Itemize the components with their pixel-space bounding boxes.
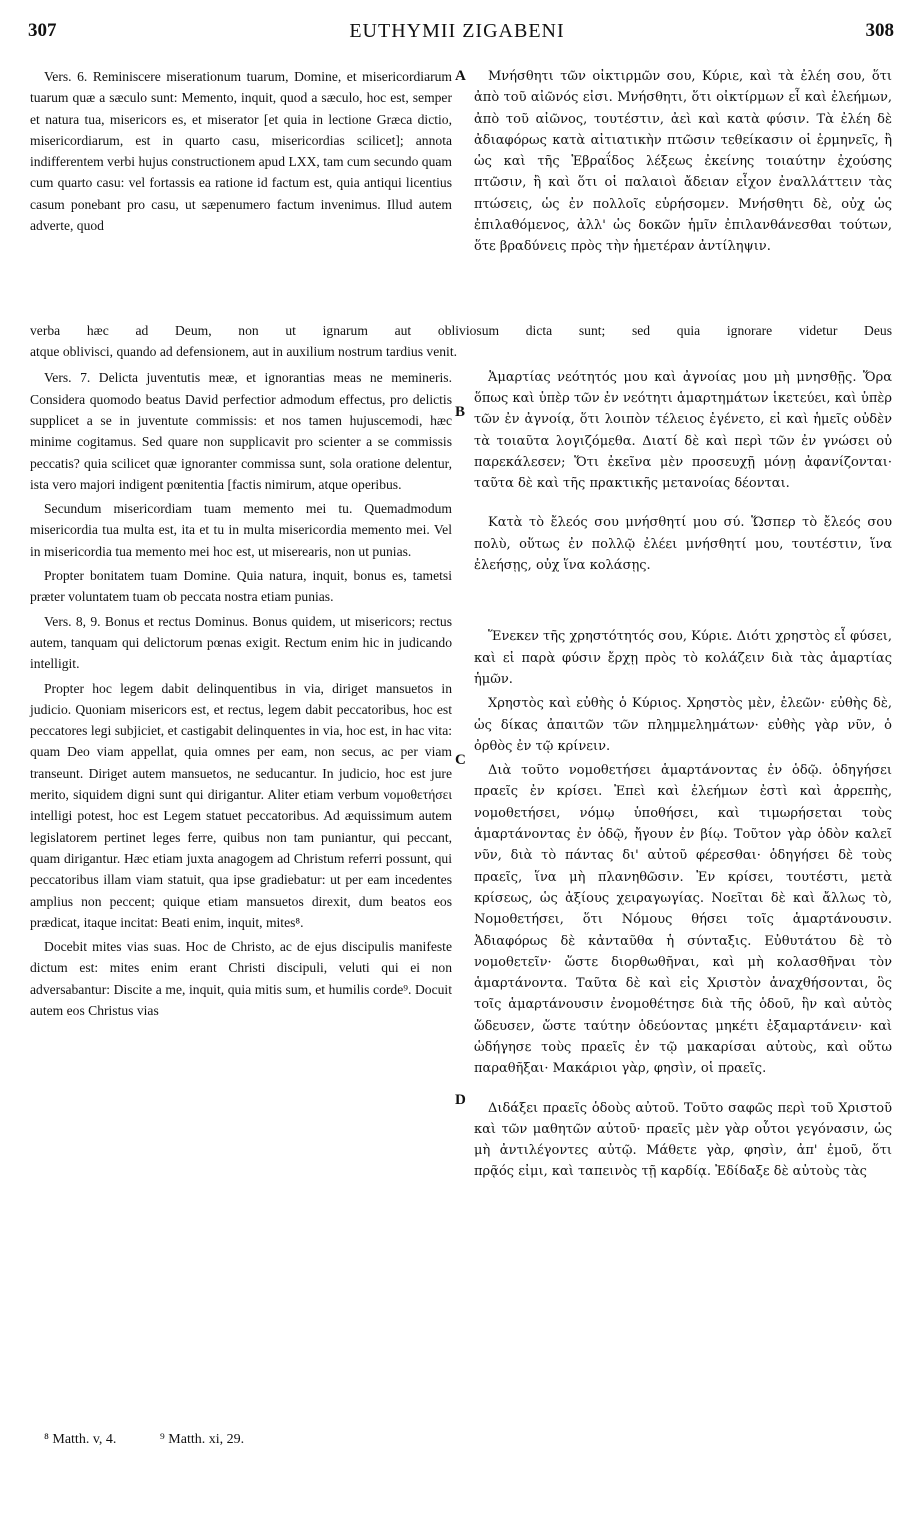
latin-column (30, 66, 452, 1024)
greek-paragraph: Διδάξει πραεῖς ὁδοὺς αὐτοῦ. Τοῦτο σαφῶς περὶ τοῦ Χριστοῦ καὶ τῶν μαθητῶν αὐτοῦ· πραεῖς μὲν γὰρ οὗτοι γεγόνασιν, ὡς μὴ ἀντιλέγοντες αὐτῷ. Μάθετε γὰρ, φησὶν, ἀπ' ἐμοῦ, ὅτι πρᾷός εἰμι, καὶ ταπεινὸς τῇ καρδίᾳ. Ἐδίδαξε δὲ αὐτοὺς τὰς (474, 1100, 892, 1180)
section-marker-b: B (455, 404, 466, 420)
footnotes (44, 1432, 284, 1448)
greek-paragraph: Κατὰ τὸ ἔλεός σου μνήσθητί μου σύ. Ὥσπερ τὸ ἔλεός σου πολὺ, οὕτως ἐν πολλῷ ἐλέει μνήσθητί μου, τουτέστιν, ἵνα ἐλεήσῃς, οὐχ ἵνα κολάσῃς. (474, 515, 892, 574)
footnote: ⁹ Matth. xi, 29. (159, 1432, 245, 1447)
latin-paragraph: Propter bonitatem tuam Domine. Quia natura, inquit, bonus es, tametsi præter voluntatem tuam ob peccata nostra etiam punias. (30, 568, 452, 605)
latin-paragraph: Propter hoc legem dabit delinquentibus in via, diriget mansuetos in judicio. Quoniam misericors est, et rectus, legem dabit peccatoribus, hoc est peccatores legi subjiciet, et castigabit delinquentes in via, hoc est, in hac vita: quam Deo viam appellat, quia omnes per eam, non secus, ac per viam transeunt. Diriget autem mansuetos, ne seducantur. In judicio, hoc est jure merito, siquidem digni sunt qui dirigantur. Aliter etiam verbum νομοθετήσει intelligi potest, hoc est Legem statuet peccatoribus. Ad æquissimum autem legislatorem pertinet leges ferre, quibus non tam puniantur, qui peccant, quam dirigantur. Hæc etiam juxta anagogem ad Christum referri possunt, qui peccatoribus illam viam statuit, qua ipse gradiebatur: ut per eam incedentes amplius non peccent; quique etiam mansuetos direxit, dum beatos eos prædicat, itaque incitat: Beati enim, inquit, mites⁸. (30, 680, 452, 930)
latin-paragraph: Vers. 7. Delicta juventutis meæ, et ignorantias meas ne memineris. Considera quomodo beatus David perfectior admodum effectus, pro delictis supplicet a se in juventute commissis: et nos tamen hujuscemodi, hæc minime cogitamus. Sed quare non supplicavit pro scienter a se commissis peccatis? quia scilicet quæ ignoranter commissa sunt, sola oratione delentur, ista vero majori indigent pœnitentia [factis nimirum, atque operibus. (30, 370, 452, 492)
section-marker-c: C (455, 752, 466, 768)
greek-paragraph: Ἕνεκεν τῆς χρηστότητός σου, Κύριε. Διότι χρηστὸς εἶ φύσει, καὶ εἰ παρὰ φύσιν ἔρχῃ πρὸς τὸ κολάζειν διὰ τὰς ἁμαρτίας ἡμῶν. (474, 629, 892, 687)
spanning-line: verba hæc ad Deum, non ut ignarum aut obliviosum dicta sunt; sed quia ignorare videtur Deus (30, 323, 892, 338)
greek-column (474, 66, 892, 1186)
page-header (0, 20, 914, 48)
latin-paragraph: Vers. 8, 9. Bonus et rectus Dominus. Bonus quidem, ut misericors; rectus autem, tanquam qui delictorum pœnas exigit. Rectum enim hic in judicando intelligit. (30, 613, 452, 672)
running-title: EUTHYMII ZIGABENI (349, 20, 565, 42)
section-marker-a: A (455, 68, 466, 84)
greek-paragraph: Ἁμαρτίας νεότητός μου καὶ ἀγνοίας μου μὴ μνησθῇς. Ὅρα ὅπως καὶ ὑπὲρ τῶν ἐν νεότητι ἁμαρτημάτων ἱκετεύει, καὶ ὑπὲρ τῶν ἐν ἀγνοίᾳ, ὅτι λοιπὸν τέλειος ἐγένετο, εἰ καὶ ἡμεῖς οὐδὲν τὰ τοιαῦτα λογιζόμεθα. Διατί δὲ καὶ περὶ τῶν ἐν γνώσει οὐ παρεκάλεσεν; Ὅτι ἐκεῖνα μὲν προσευχῇ μόνῃ ἀφανίζονται· ταῦτα δὲ καὶ τῆς πρακτικῆς μετανοίας δέονται. (474, 369, 892, 492)
page-number-right: 308 (865, 20, 894, 41)
spanning-line: atque oblivisci, quando ad defensionem, aut in auxilium nostrum tardius venit. (30, 344, 457, 360)
latin-paragraph: Docebit mites vias suas. Hoc de Christo, ac de ejus discipulis manifeste dictum est: mites enim erant Christi discipuli, veluti qui ei non adversabantur: Discite a me, inquit, quia mitis sum, et humilis corde⁹. Docuit autem eos Christus vias (30, 939, 452, 1018)
greek-paragraph: Μνήσθητι τῶν οἰκτιρμῶν σου, Κύριε, καὶ τὰ ἐλέη σου, ὅτι ἀπὸ τοῦ αἰῶνός εἰσι. Μνήσθητι, ὅτι οἰκτίρμων εἶ καὶ ἐλεήμων, ἀπὸ τοῦ αἰῶνος, τουτέστιν, ἀεὶ καὶ κατὰ φύσιν. Τὰ ἐλέη δὲ ἀδιαφόρως κατὰ αἰτιατικὴν πτῶσιν τεθείκασιν οἱ ἑρμηνεῖς, ἢ ὡς καὶ τῆς Ἑβραΐδος λέξεως ἐκείνης τοιαύτην ἐχούσης πτῶσιν, ἢ καὶ ὅτι οἱ παλαιοὶ ἄδειαν εἶχον ἐναλλάττειν τὰς πτώσεις, ὡς ἐν πολλοῖς εὑρήσομεν. Μνήσθητι δὲ, οὐχ ὡς ἐπιλαθόμενος, ἀλλ' ὡς δοκῶν ἡμῖν ἐπιλανθάνεσθαι τούτων, ὅτε βραδύνεις πρὸς τὴν ἡμετέραν ἀντίληψιν. (474, 69, 892, 255)
greek-paragraph: Χρηστὸς καὶ εὐθὴς ὁ Κύριος. Χρηστὸς μὲν, ἐλεῶν· εὐθὴς δὲ, ὡς δίκας ἀπαιτῶν τῶν πλημμελημάτων· εὐθὴς γὰρ νῦν, ὁ ὀρθὸς ἐν τῷ κρίνειν. (474, 696, 892, 754)
greek-paragraph: Διὰ τοῦτο νομοθετήσει ἁμαρτάνοντας ἐν ὁδῷ. ὁδηγήσει πραεῖς ἐν κρίσει. Ἐπεὶ καὶ ἐλεήμων ἐστὶ καὶ ἀρρεπὴς, νομοθετήσει, νόμῳ ὑποθήσει, καὶ τιμωρήσεται τοὺς ἁμαρτάνοντας ἐν ὁδῷ, ἤγουν ἐν βίῳ. Τοῦτον γὰρ ὁδὸν καλεῖ νῦν, διὰ τὸ πάντας δι' αὐτοῦ φέρεσθαι· ὁδηγήσει δὲ τοὺς πραεῖς, ἵνα μὴ πλανηθῶσιν. Ἐν κρίσει, τουτέστι, μετὰ κρίσεως, ὡς ἀξίους χειραγωγίας. Νοεῖται δὲ καὶ ἄλλως τὸ, Νομοθετήσει, ὅτι Νόμους θήσει τοῖς ἁμαρτάνουσιν. Ἀδιαφόρως δὲ κἀνταῦθα ἡ σύνταξις. Εὐθυτάτου δὲ τὸ νομοθετεῖν· ὥστε διορθωθῆναι, καὶ μὴ κολασθῆναι τὸν ἁμαρτάνοντα. Ταῦτα δὲ καὶ εἰς Χριστὸν ἀναχθήσονται, ὃς τοῖς ἁμαρτάνουσιν ἐνομοθέτησε διὰ τῆς ὁδοῦ, ἣν καὶ αὐτὸς ὥδευσεν, ὥστε ταύτην ὁδεύοντας μηκέτι ἐξαμαρτάνειν· καὶ ὡδήγησε τοὺς πραεῖς ἐν τῷ μακαρίσαι αὐτοὺς, καὶ οὕτω παραθῆξαι· Μακάριοι γὰρ, φησὶν, οἱ πραεῖς. (474, 763, 892, 1077)
section-marker-d: D (455, 1092, 466, 1108)
footnote: ⁸ Matth. v, 4. (44, 1432, 117, 1447)
latin-paragraph: Vers. 6. Reminiscere miserationum tuarum, Domine, et misericordiarum tuarum quæ a sæculo sunt: Memento, inquit, quod a sæculo, hoc est, semper et natura tua, misericors es, et miserator [et quia in lectione Græca dictio, misericordiarum, est in quarto casu, misericordias scilicet]; annota indifferentem verbi hujus constructionem apud LXX, tam cum secundo quam cum quarto casu: vel fortassis ea ratione id factum est, quia antiqui licentius casum ponebant pro casu, ut sæpenumero factum invenimus. Illud autem adverte, quod (30, 69, 452, 234)
latin-paragraph: Secundum misericordiam tuam memento mei tu. Quemadmodum misericordia tua multa est, ita et tu in multa misericordia memento mei. Vel in misericordia tua memento mei hoc est, ut miserearis, non ut punias. (30, 501, 452, 559)
page-number-left: 307 (28, 20, 57, 41)
